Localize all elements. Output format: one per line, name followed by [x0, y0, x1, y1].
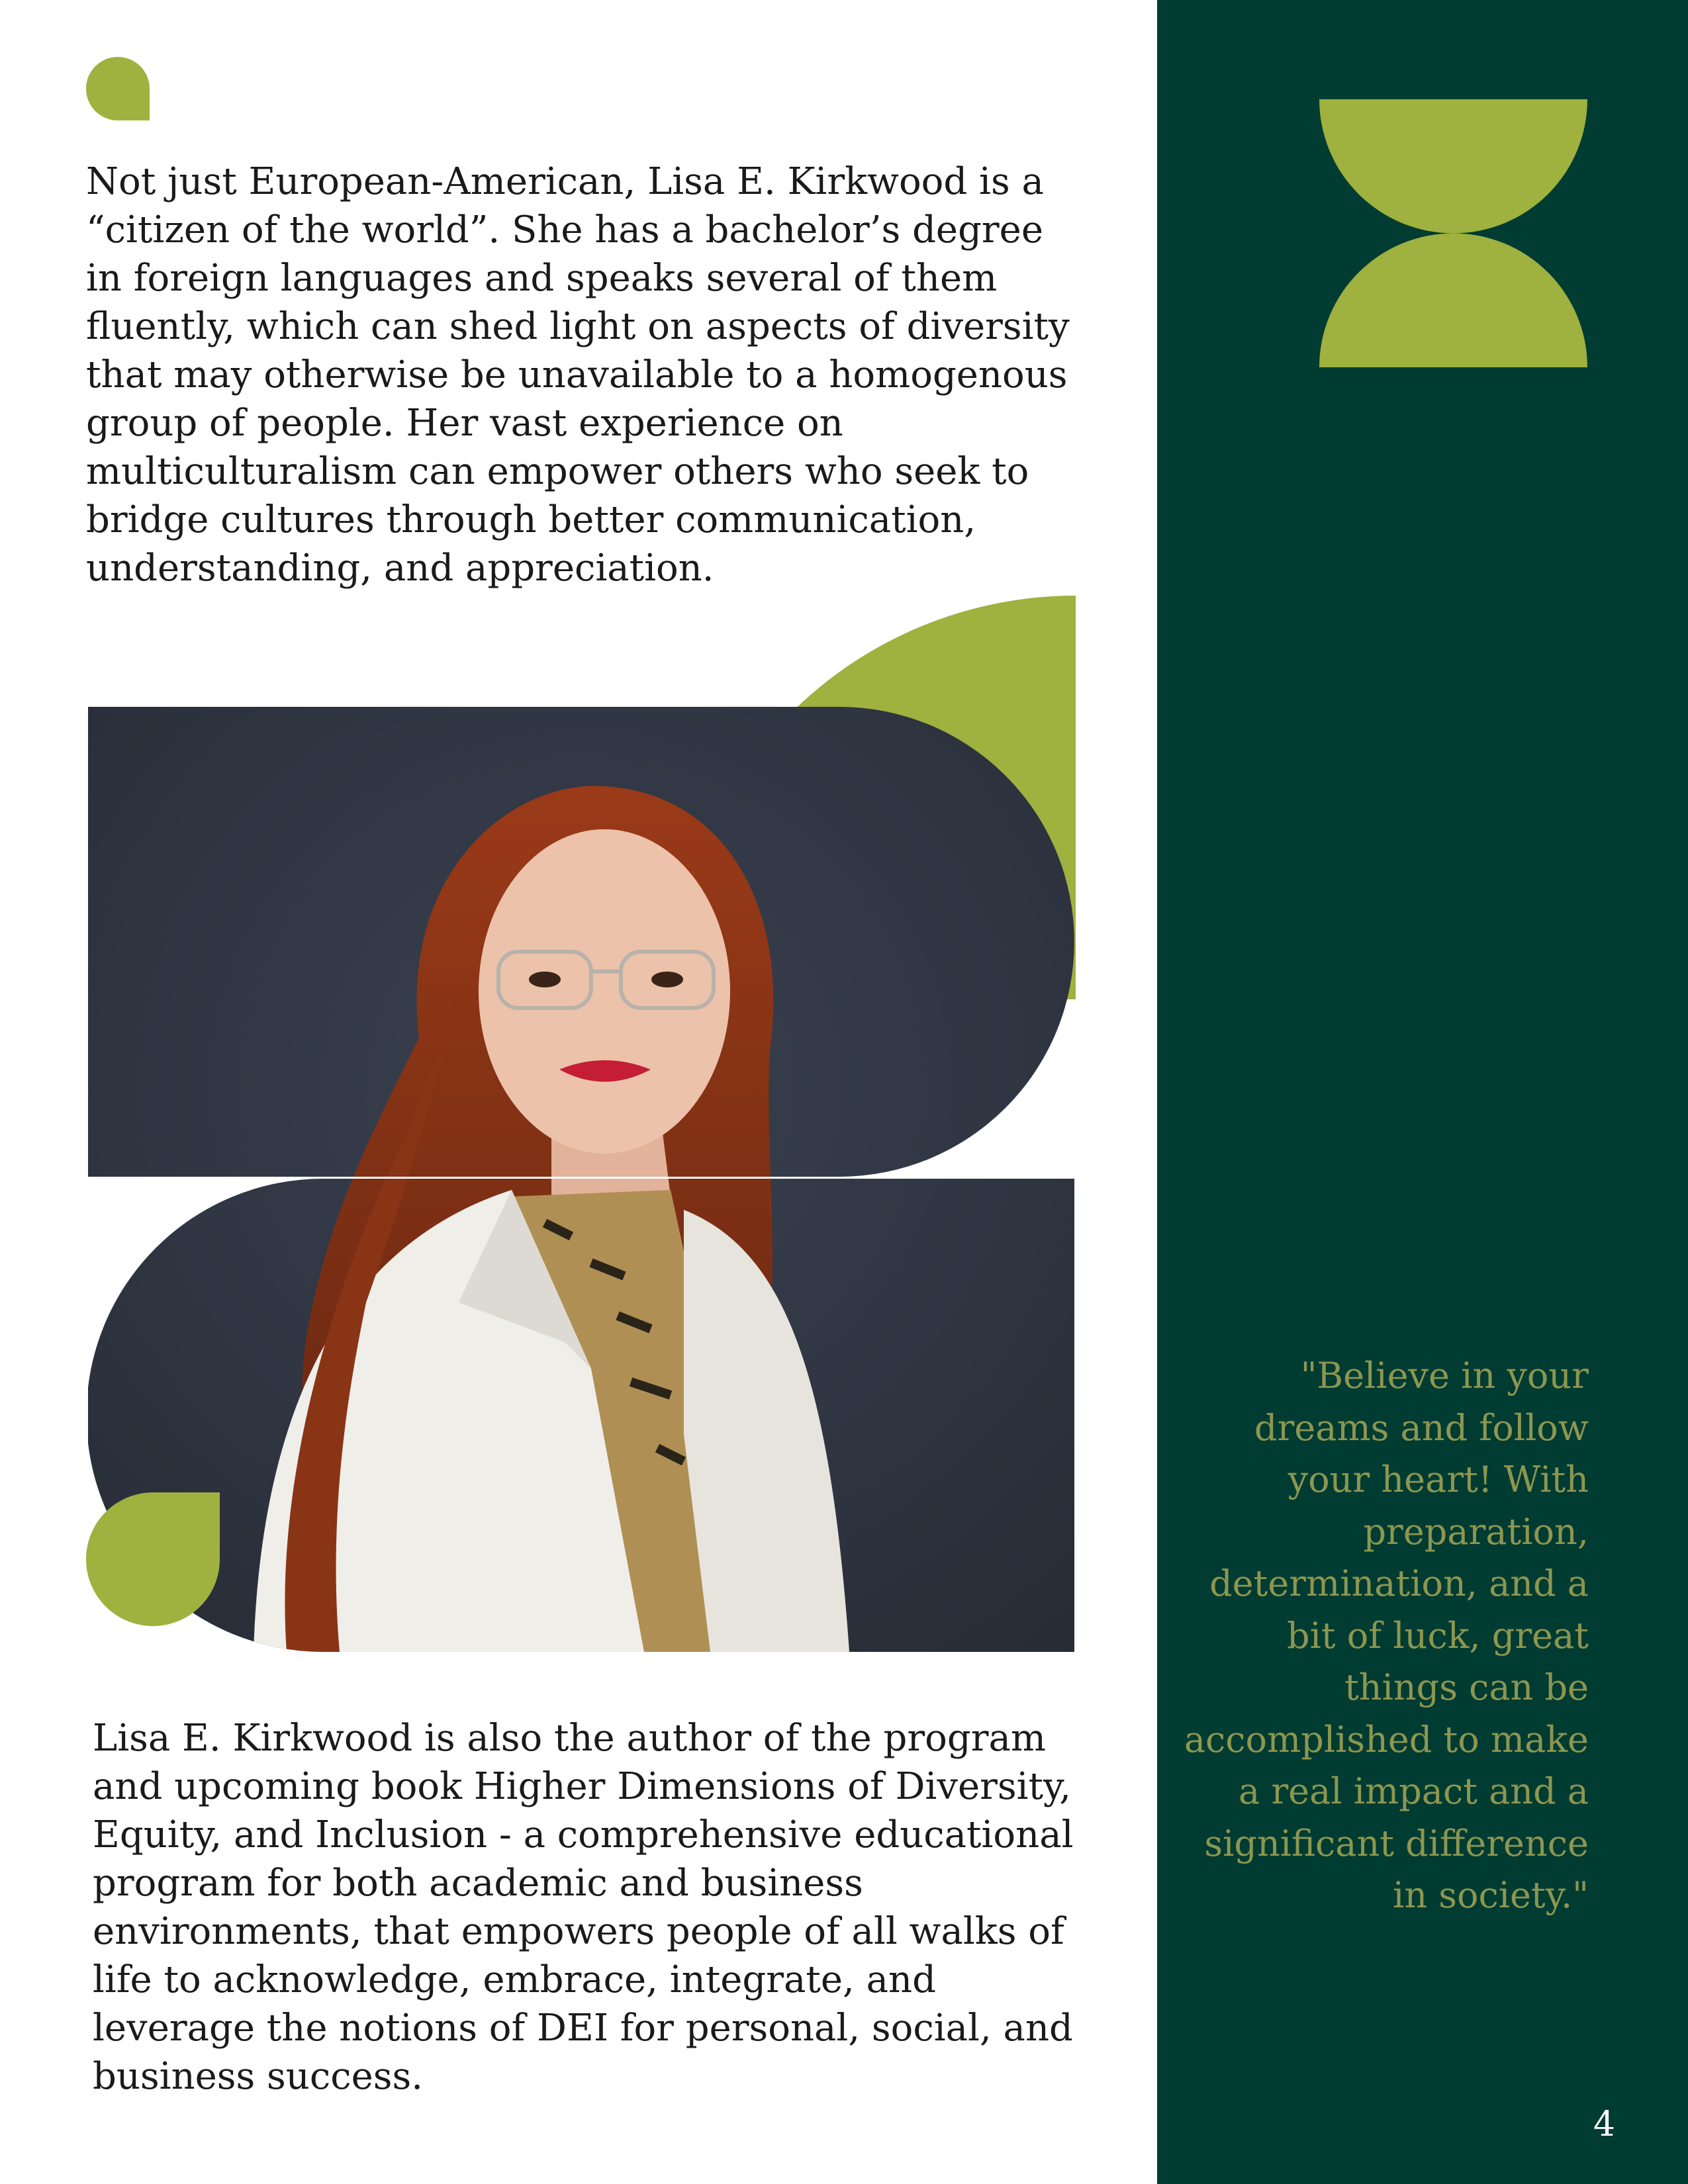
sidebar-quote: "Believe in your dreams and follow your heart! With preparation, determination, and a bit of luck, great things can be accomplished to make a real impact and a significant difference in society." [1184, 1355, 1589, 1916]
page-number: 4 [1593, 2105, 1615, 2144]
leaf-decoration-bottom [86, 1492, 220, 1626]
author-paragraph: Lisa E. Kirkwood is also the author of the program and upcoming book Higher Dimensions of Diversity, Equity, and Inclusion - a comprehensive educational program for both academic and business environments, that empowers people of all walks of life to acknowledge, embrace, integrate, and leverage the notions of DEI for personal, social, and business success. [93, 1717, 1074, 2098]
hourglass-decoration [1319, 99, 1587, 367]
leaf-decoration-top [86, 57, 150, 120]
intro-paragraph: Not just European-American, Lisa E. Kirkwood is a “citizen of the world”. She has a bachelor’s degree in foreign languages and speaks several of them fluently, which can shed light on aspects of diversity that may otherwise be unavailable to a homogenous group of people. Her vast experience on multiculturalism can empower others who seek to bridge cultures through better communication, understanding, and appreciation. [86, 160, 1070, 590]
portrait-photo [88, 707, 1074, 1652]
